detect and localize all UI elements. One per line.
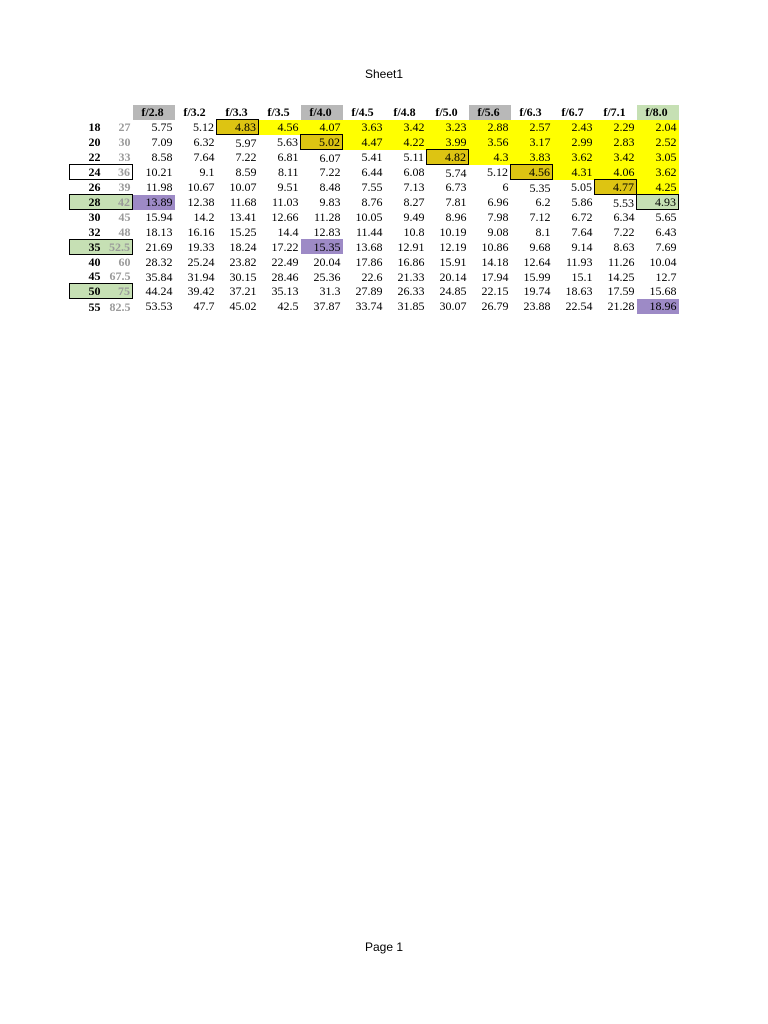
- value-cell: 8.27: [403, 195, 425, 210]
- equivalent-focal-cell: 75: [103, 284, 133, 299]
- value-cell: 10.21: [145, 165, 173, 180]
- value-cell: 2.83: [595, 135, 637, 150]
- value-cell: 7.22: [613, 224, 635, 239]
- sheet-title: Sheet1: [364, 67, 404, 81]
- focal-length-cell: 45: [88, 269, 101, 284]
- value-cell: 22.6: [361, 269, 383, 284]
- table-row: [70, 165, 679, 180]
- focal-length-cell: 35: [70, 239, 103, 254]
- value-cell: 12.83: [313, 224, 341, 239]
- value-cell: 8.11: [277, 165, 299, 180]
- value-cell: 5.97: [235, 135, 257, 150]
- value-cell: 30.07: [439, 299, 467, 314]
- value-cell: 8.76: [361, 195, 383, 210]
- value-cell: 9.1: [199, 165, 215, 180]
- value-cell: 17.59: [607, 284, 635, 299]
- value-cell: 24.85: [439, 284, 467, 299]
- value-cell: 8.63: [613, 239, 635, 254]
- column-header: f/5.6: [469, 105, 511, 120]
- value-cell: 5.65: [655, 210, 677, 225]
- table-row: [70, 239, 679, 254]
- value-cell: 15.1: [571, 269, 593, 284]
- value-cell: 13.89: [133, 195, 175, 210]
- value-cell: 14.4: [277, 224, 299, 239]
- value-cell: 5.63: [277, 135, 298, 150]
- value-cell: 4.25: [637, 180, 679, 195]
- table-row: [70, 284, 679, 299]
- value-cell: 6.43: [655, 224, 677, 239]
- value-cell: 7.81: [445, 195, 467, 210]
- value-cell: 2.04: [637, 120, 679, 135]
- page-footer: Page 1: [364, 940, 404, 954]
- value-cell: 11.26: [607, 254, 635, 269]
- value-cell: 2.52: [637, 135, 679, 150]
- value-cell: 4.3: [469, 150, 511, 165]
- value-cell: 7.64: [193, 150, 215, 165]
- value-cell: 47.7: [193, 299, 215, 314]
- value-cell: 26.33: [397, 284, 425, 299]
- value-cell: 25.36: [313, 269, 341, 284]
- value-cell: 6.73: [445, 180, 467, 195]
- value-cell: 14.25: [607, 269, 635, 284]
- value-cell: 10.04: [649, 254, 677, 269]
- value-cell: 15.35: [301, 239, 343, 254]
- value-cell: 4.83: [217, 120, 259, 135]
- header-blank: [70, 105, 103, 120]
- value-cell: 9.49: [403, 210, 425, 225]
- value-cell: 11.98: [145, 180, 173, 195]
- value-cell: 7.09: [151, 135, 173, 150]
- value-cell: 3.17: [511, 135, 553, 150]
- value-cell: 37.21: [229, 284, 257, 299]
- value-cell: 7.22: [235, 150, 257, 165]
- value-cell: 13.41: [229, 210, 257, 225]
- equivalent-focal-cell: 39: [118, 180, 131, 195]
- value-cell: 10.05: [355, 210, 383, 225]
- value-cell: 15.99: [523, 269, 551, 284]
- column-header: f/6.7: [561, 105, 584, 120]
- value-cell: 10.8: [403, 224, 425, 239]
- value-cell: 17.22: [271, 239, 299, 254]
- value-cell: 2.57: [511, 120, 553, 135]
- value-cell: 7.22: [319, 165, 341, 180]
- value-cell: 10.67: [187, 180, 215, 195]
- value-cell: 6.44: [361, 165, 383, 180]
- focal-length-cell: 55: [88, 299, 101, 314]
- value-cell: 2.88: [469, 120, 511, 135]
- value-cell: 7.55: [361, 180, 383, 195]
- value-cell: 22.54: [565, 299, 593, 314]
- aperture-table: [69, 105, 679, 314]
- value-cell: 28.46: [271, 269, 299, 284]
- value-cell: 35.84: [145, 269, 173, 284]
- header-blank: [103, 105, 133, 120]
- value-cell: 3.56: [469, 135, 511, 150]
- value-cell: 11.28: [313, 210, 341, 225]
- value-cell: 5.74: [445, 165, 467, 180]
- value-cell: 5.41: [361, 150, 383, 165]
- value-cell: 37.87: [313, 299, 341, 314]
- value-cell: 2.29: [595, 120, 637, 135]
- equivalent-focal-cell: 48: [118, 224, 131, 239]
- equivalent-focal-cell: 52.5: [103, 239, 133, 254]
- table-row: [70, 195, 679, 210]
- value-cell: 7.12: [529, 210, 551, 225]
- value-cell: 15.25: [229, 224, 257, 239]
- value-cell: 15.94: [145, 210, 173, 225]
- value-cell: 35.13: [271, 284, 299, 299]
- value-cell: 19.33: [187, 239, 215, 254]
- column-header: f/4.0: [301, 105, 343, 120]
- column-header: f/4.8: [393, 105, 416, 120]
- value-cell: 14.2: [193, 210, 215, 225]
- value-cell: 4.07: [301, 120, 343, 135]
- focal-length-cell: 30: [88, 210, 101, 225]
- value-cell: 3.63: [343, 120, 385, 135]
- value-cell: 3.23: [427, 120, 469, 135]
- value-cell: 30.15: [229, 269, 257, 284]
- value-cell: 26.79: [481, 299, 509, 314]
- value-cell: 22.49: [271, 254, 299, 269]
- table-row: [70, 180, 679, 195]
- value-cell: 6.34: [613, 210, 635, 225]
- value-cell: 7.13: [403, 180, 425, 195]
- value-cell: 53.53: [145, 299, 173, 314]
- value-cell: 3.62: [553, 150, 595, 165]
- value-cell: 16.16: [187, 224, 215, 239]
- focal-length-cell: 22: [88, 150, 101, 165]
- value-cell: 20.14: [439, 269, 467, 284]
- value-cell: 4.31: [553, 165, 595, 180]
- value-cell: 3.99: [427, 135, 469, 150]
- column-header: f/2.8: [133, 105, 175, 120]
- value-cell: 44.24: [145, 284, 173, 299]
- value-cell: 11.93: [565, 254, 593, 269]
- value-cell: 45.02: [229, 299, 257, 314]
- value-cell: 12.19: [439, 239, 467, 254]
- column-header: f/4.5: [351, 105, 374, 120]
- value-cell: 6.32: [193, 135, 215, 150]
- value-cell: 6.81: [277, 150, 299, 165]
- value-cell: 5.12: [193, 120, 214, 135]
- value-cell: 18.13: [145, 224, 173, 239]
- value-cell: 9.68: [529, 239, 551, 254]
- equivalent-focal-cell: 82.5: [109, 299, 131, 314]
- value-cell: 8.96: [445, 210, 467, 225]
- focal-length-cell: 28: [70, 195, 103, 210]
- focal-length-cell: 18: [88, 120, 101, 135]
- value-cell: 12.91: [397, 239, 425, 254]
- value-cell: 6.2: [535, 195, 551, 210]
- equivalent-focal-cell: 45: [118, 210, 131, 225]
- value-cell: 31.3: [319, 284, 341, 299]
- value-cell: 3.05: [637, 150, 679, 165]
- value-cell: 5.75: [151, 120, 173, 135]
- value-cell: 8.1: [535, 224, 551, 239]
- value-cell: 10.86: [481, 239, 509, 254]
- value-cell: 3.42: [595, 150, 637, 165]
- value-cell: 4.47: [343, 135, 385, 150]
- header-row: [70, 105, 679, 120]
- value-cell: 23.88: [523, 299, 551, 314]
- value-cell: 6.96: [487, 195, 509, 210]
- value-cell: 17.94: [481, 269, 509, 284]
- column-header: f/3.3: [225, 105, 248, 120]
- value-cell: 5.11: [403, 150, 424, 165]
- value-cell: 6.72: [571, 210, 593, 225]
- column-header: f/3.5: [267, 105, 290, 120]
- value-cell: 4.56: [259, 120, 301, 135]
- value-cell: 18.24: [229, 239, 257, 254]
- column-header: f/6.3: [519, 105, 542, 120]
- table-row: [70, 150, 679, 165]
- value-cell: 2.43: [553, 120, 595, 135]
- equivalent-focal-cell: 60: [118, 255, 131, 270]
- value-cell: 4.93: [637, 195, 679, 210]
- focal-length-cell: 32: [88, 224, 101, 239]
- equivalent-focal-cell: 67.5: [109, 269, 131, 284]
- table-row: [70, 135, 679, 150]
- value-cell: 5.53: [613, 195, 634, 210]
- column-header: f/7.1: [603, 105, 626, 120]
- column-header: f/3.2: [183, 105, 206, 120]
- value-cell: 7.98: [487, 210, 509, 225]
- value-cell: 9.08: [487, 224, 509, 239]
- focal-length-cell: 40: [88, 255, 101, 270]
- value-cell: 31.94: [187, 269, 215, 284]
- value-cell: 13.68: [355, 239, 383, 254]
- table-row: [70, 299, 679, 314]
- value-cell: 25.24: [187, 254, 215, 269]
- table-row: [70, 225, 679, 240]
- value-cell: 2.99: [553, 135, 595, 150]
- value-cell: 10.07: [229, 180, 257, 195]
- value-cell: 8.59: [235, 165, 257, 180]
- value-cell: 21.28: [607, 299, 635, 314]
- value-cell: 28.32: [145, 254, 173, 269]
- value-cell: 7.69: [655, 239, 677, 254]
- value-cell: 15.91: [439, 254, 467, 269]
- value-cell: 18.63: [565, 284, 593, 299]
- value-cell: 15.68: [649, 284, 677, 299]
- value-cell: 8.58: [151, 150, 173, 165]
- column-header: f/8.0: [637, 105, 679, 120]
- value-cell: 5.86: [571, 195, 593, 210]
- equivalent-focal-cell: 27: [118, 120, 131, 135]
- value-cell: 9.83: [319, 195, 341, 210]
- value-cell: 17.86: [355, 254, 383, 269]
- equivalent-focal-cell: 36: [103, 165, 133, 180]
- value-cell: 21.69: [145, 239, 173, 254]
- focal-length-cell: 24: [70, 165, 103, 180]
- value-cell: 4.77: [595, 180, 637, 195]
- value-cell: 10.19: [439, 224, 467, 239]
- value-cell: 22.15: [481, 284, 509, 299]
- table-row: [70, 210, 679, 225]
- value-cell: 21.33: [397, 269, 425, 284]
- value-cell: 20.04: [313, 254, 341, 269]
- value-cell: 11.68: [229, 195, 257, 210]
- value-cell: 12.7: [655, 269, 677, 284]
- value-cell: 3.62: [637, 165, 679, 180]
- table-row: [70, 254, 679, 269]
- table-row: [70, 120, 679, 135]
- value-cell: 8.48: [319, 180, 341, 195]
- value-cell: 4.06: [595, 165, 637, 180]
- value-cell: 6: [502, 180, 509, 195]
- equivalent-focal-cell: 30: [118, 135, 131, 150]
- value-cell: 3.42: [385, 120, 427, 135]
- value-cell: 4.22: [385, 135, 427, 150]
- equivalent-focal-cell: 42: [103, 195, 133, 210]
- table-row: [70, 269, 679, 284]
- value-cell: 27.89: [355, 284, 383, 299]
- value-cell: 12.64: [523, 254, 551, 269]
- value-cell: 5.35: [529, 180, 551, 195]
- value-cell: 6.08: [403, 165, 425, 180]
- value-cell: 9.51: [277, 180, 299, 195]
- equivalent-focal-cell: 33: [118, 150, 131, 165]
- value-cell: 16.86: [397, 254, 425, 269]
- value-cell: 19.74: [523, 284, 551, 299]
- value-cell: 4.82: [427, 150, 469, 165]
- value-cell: 14.18: [481, 254, 509, 269]
- value-cell: 12.38: [187, 195, 215, 210]
- value-cell: 6.07: [319, 150, 341, 165]
- focal-length-cell: 26: [88, 180, 101, 195]
- focal-length-cell: 50: [70, 284, 103, 299]
- value-cell: 33.74: [355, 299, 383, 314]
- value-cell: 5.05: [571, 180, 592, 195]
- value-cell: 39.42: [187, 284, 215, 299]
- value-cell: 4.56: [511, 165, 553, 180]
- value-cell: 9.14: [571, 239, 593, 254]
- value-cell: 31.85: [397, 299, 425, 314]
- value-cell: 11.44: [355, 224, 383, 239]
- table-body: [70, 120, 679, 314]
- value-cell: 12.66: [271, 210, 299, 225]
- value-cell: 5.12: [487, 165, 508, 180]
- value-cell: 7.64: [571, 224, 593, 239]
- focal-length-cell: 20: [88, 135, 101, 150]
- value-cell: 11.03: [271, 195, 299, 210]
- value-cell: 5.02: [301, 135, 343, 150]
- column-header: f/5.0: [435, 105, 458, 120]
- value-cell: 3.83: [511, 150, 553, 165]
- value-cell: 42.5: [277, 299, 299, 314]
- value-cell: 23.82: [229, 254, 257, 269]
- value-cell: 18.96: [637, 299, 679, 314]
